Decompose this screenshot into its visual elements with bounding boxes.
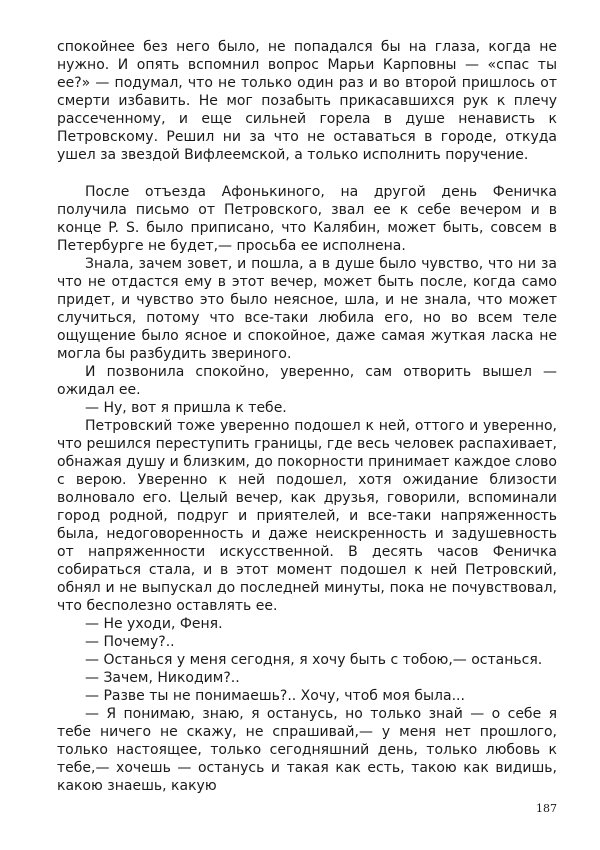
text-section-top: [57, 38, 557, 164]
paragraph: Петровский тоже уверенно подошел к ней, оттого и уверенно, что решился переступить границы, где весь человек распахивает, обнажая душу и близким, до покорности принимает каждое слово с верою. Уверенно к ней подошел, хотя ожидание близости волновало его. Целый вечер, как друзья, говорили, вспоминали город родной, подруг и приятелей, и все-таки напряженность была, недоговоренность и даже неискренность и задушевность от напряженности искусственной. В десять часов Феничка собираться стала, и в этот момент подошел к ней Петровский, обнял и не выпускал до последней минуты, пока не почувствовал, что бесполезно оставлять ее.: [57, 418, 557, 614]
dialogue-line: — Зачем, Никодим?..: [85, 670, 240, 686]
paragraph: Знала, зачем зовет, и пошла, а в душе было чувство, что ни за что не отдастся ему в этот вечер, может быть после, когда само придет, и чувство это было неясное, шла, и не знала, что может случиться, потому что все-таки любила его, но во всем теле ощущение было ясное и спокойное, даже самая жуткая ласка не могла бы разбудить звериного.: [57, 256, 557, 362]
paragraph: И позвонила спокойно, уверенно, сам отворить вышел — ожидал ее.: [57, 364, 557, 398]
dialogue-line: — Не уходи, Феня.: [85, 616, 223, 632]
dialogue-line: — Останься у меня сегодня, я хочу быть с тобою,— останься.: [85, 652, 543, 668]
page-number: 187: [536, 802, 557, 815]
paragraph: После отъезда Афонькиного, на другой день Феничка получила письмо от Петровского, звал ее к себе вечером и в конце P. S. было приписано, что Калябин, может быть, совсем в Петербурге не будет,— просьба ее исполнена.: [57, 184, 557, 254]
dialogue-line: — Почему?..: [85, 634, 175, 650]
paragraph: спокойнее без него было, не попадался бы на глаза, когда не нужно. И опять вспомнил вопрос Марьи Карповны — «спас ты ее?» — подумал, что не только один раз и во второй пришлось от смерти избавить. Не мог позабыть прикасавшихся рук к плечу рассеченному, и еще сильней горела в душе ненависть к Петровскому. Решил ни за что не оставаться в городе, откуда ушел за звездой Вифлеемской, а только исполнить поручение.: [57, 39, 557, 163]
dialogue-line: — Разве ты не понимаешь?.. Хочу, чтоб моя была...: [85, 688, 465, 704]
dialogue-line: — Я понимаю, знаю, я останусь, но только знай — о себе я тебе ничего не скажу, не спрашивай,— у меня нет прошлого, только настоящее, только сегодняшний день, только любовь к тебе,— хочешь — останусь и такая как есть, такою как видишь, какою знаешь, какую: [57, 706, 557, 794]
dialogue-line: — Ну, вот я пришла к тебе.: [85, 400, 287, 416]
text-section-main: [57, 183, 557, 795]
